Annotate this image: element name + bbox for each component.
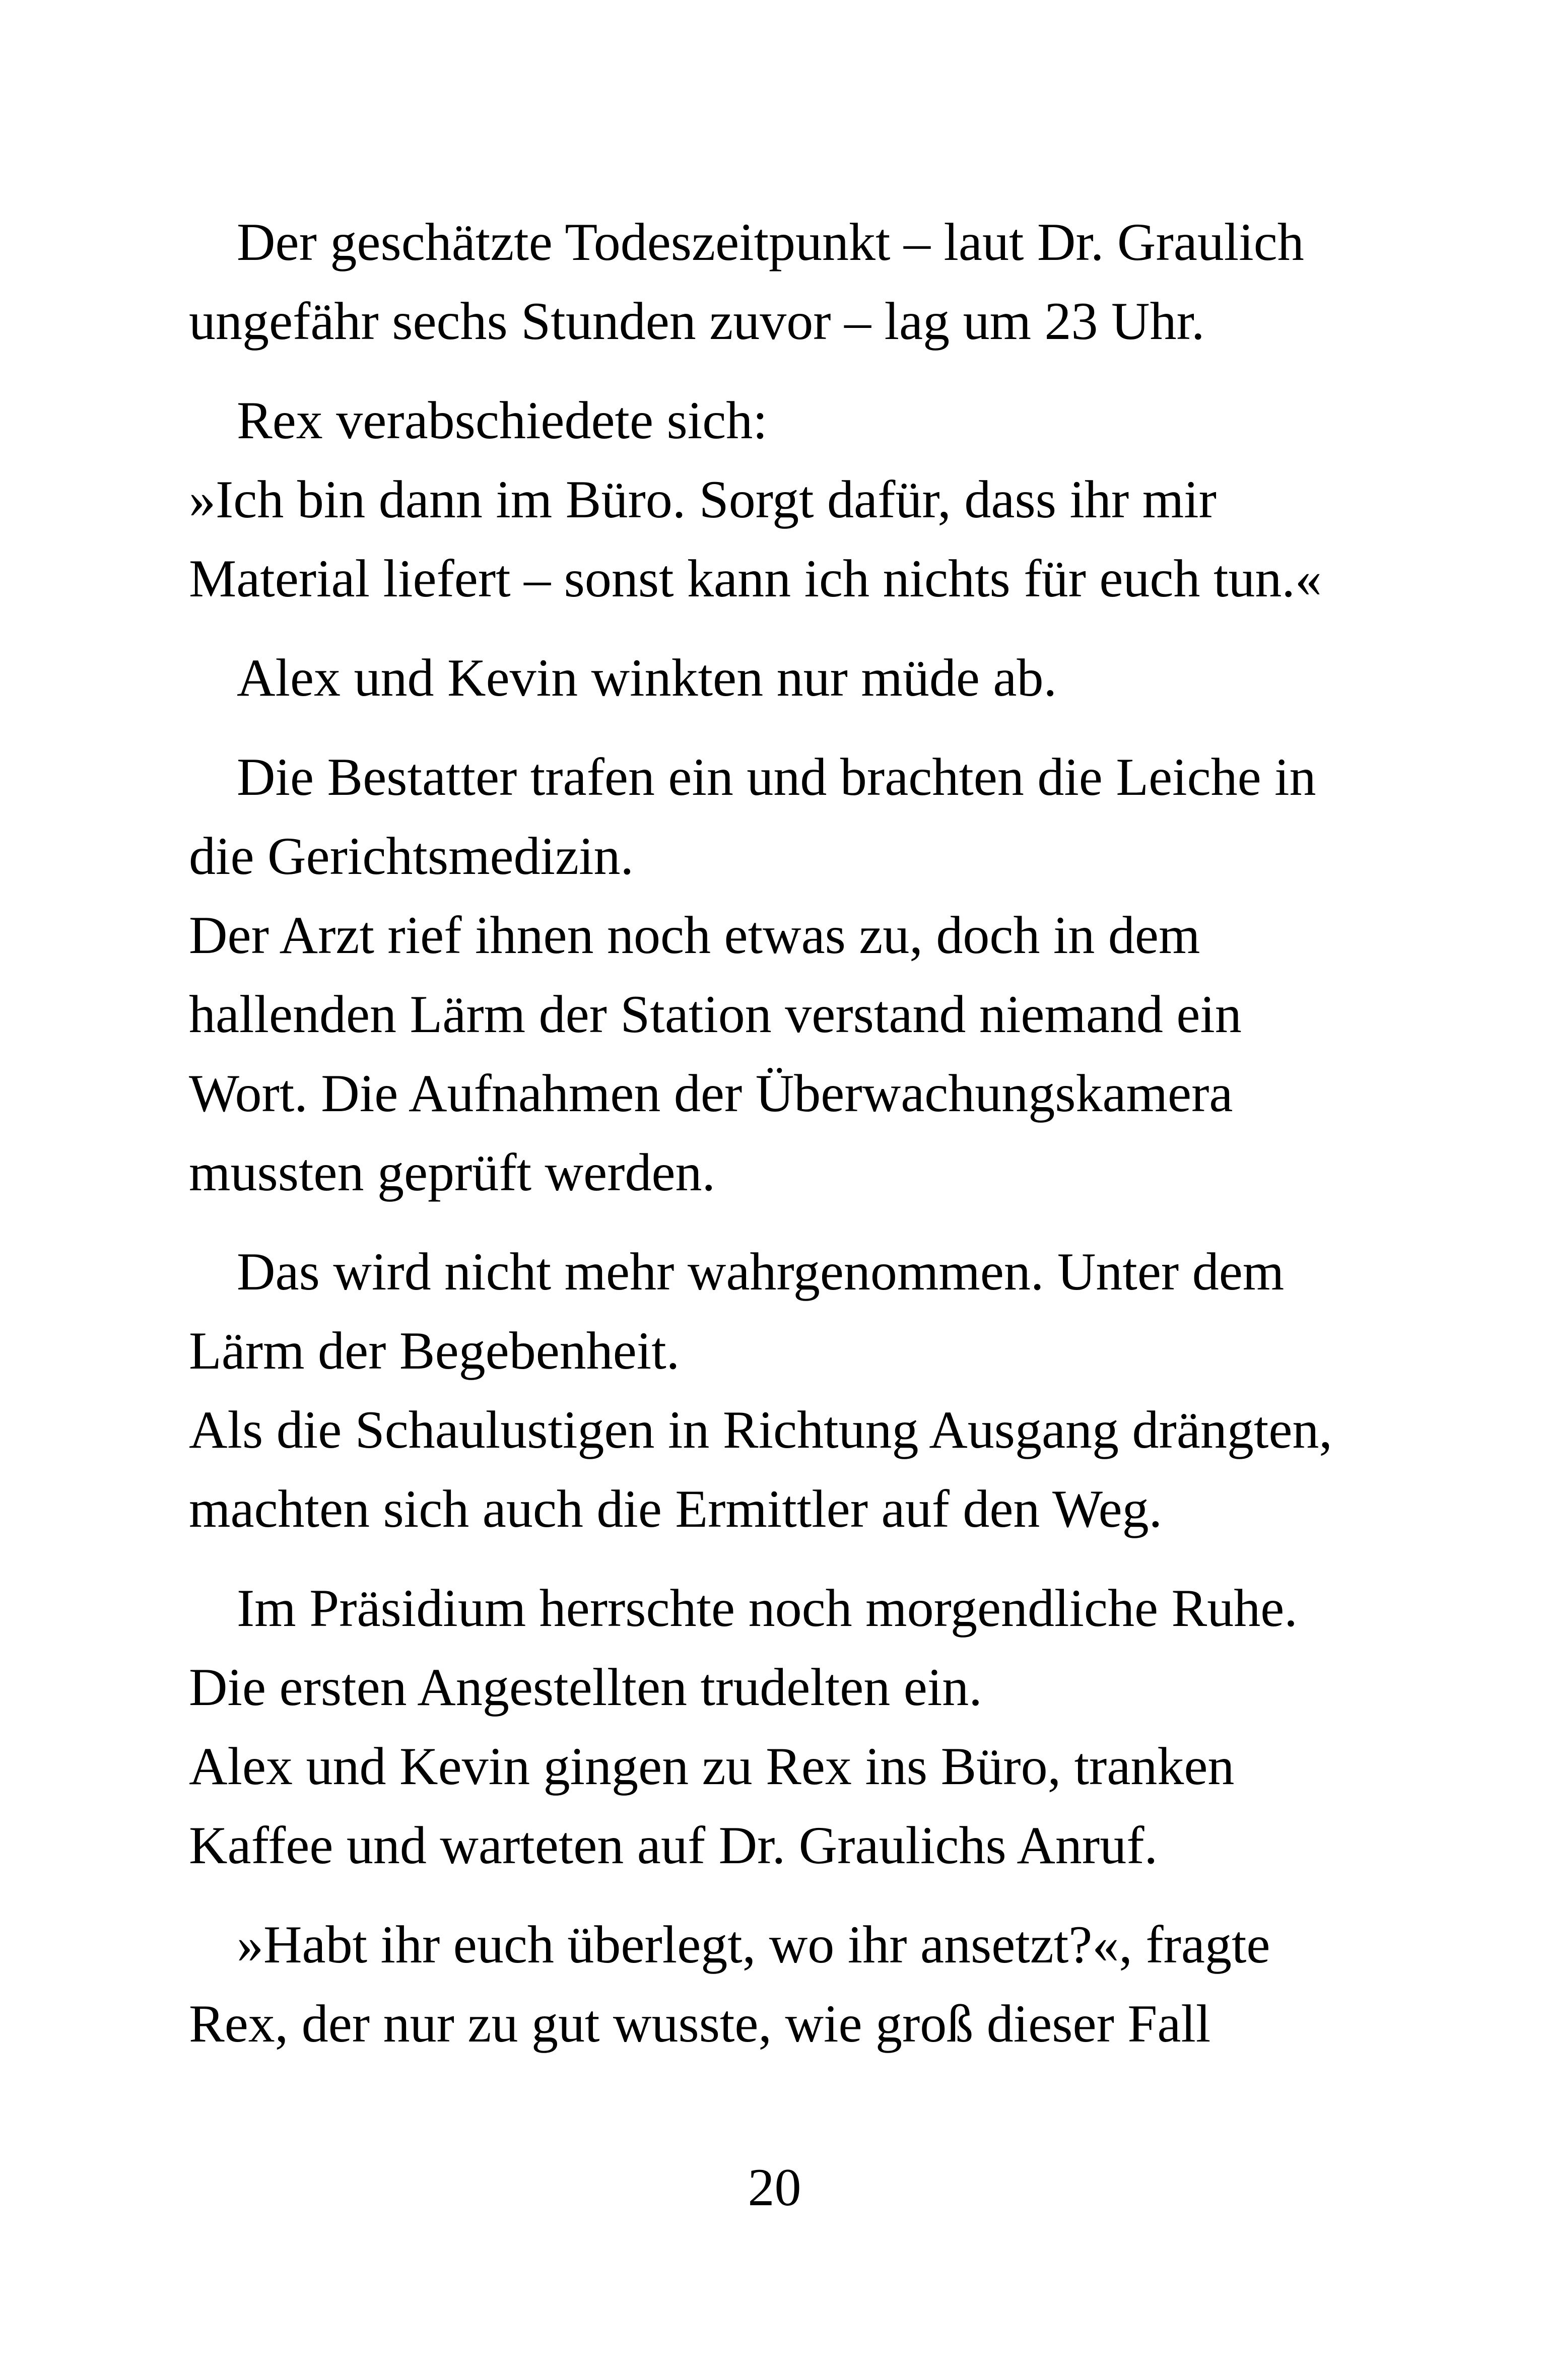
paragraph-7	[189, 1905, 1368, 2063]
text-line: Im Präsidium herrschte noch morgendliche Ruhe.	[237, 1579, 1298, 1638]
paragraph-6	[189, 1569, 1368, 1885]
text-line: hallenden Lärm der Station verstand niemand ein	[189, 985, 1242, 1044]
text-line: machten sich auch die Ermittler auf den Weg.	[189, 1479, 1163, 1538]
body-text	[189, 202, 1368, 2083]
paragraph-5	[189, 1232, 1368, 1548]
text-line: Material liefert – sonst kann ich nichts für euch tun.«	[189, 549, 1322, 608]
text-line: Der geschätzte Todeszeitpunkt – laut Dr. Graulich	[237, 213, 1304, 271]
text-line: Alex und Kevin winkten nur müde ab.	[237, 648, 1057, 707]
paragraph-4	[189, 737, 1368, 1212]
text-line: Der Arzt rief ihnen noch etwas zu, doch in dem	[189, 906, 1200, 965]
text-line: die Gerichtsmedizin.	[189, 827, 634, 886]
text-line: Die ersten Angestellten trudelten ein.	[189, 1658, 982, 1717]
paragraph-2	[189, 381, 1368, 618]
text-line: ungefähr sechs Stunden zuvor – lag um 23 Uhr.	[189, 292, 1205, 351]
text-line: Die Bestatter trafen ein und brachten die Leiche in	[237, 747, 1316, 806]
text-line: »Ich bin dann im Büro. Sorgt dafür, dass ihr mir	[189, 470, 1217, 529]
text-line: Das wird nicht mehr wahrgenommen. Unter dem	[237, 1242, 1285, 1301]
text-line: »Habt ihr euch überlegt, wo ihr ansetzt?«, fragte	[237, 1915, 1270, 1974]
paragraph-3	[189, 638, 1368, 717]
text-line: Rex, der nur zu gut wusste, wie groß dieser Fall	[189, 1994, 1211, 2053]
text-line: Lärm der Begebenheit.	[189, 1321, 680, 1380]
text-line: Alex und Kevin gingen zu Rex ins Büro, tranken	[189, 1737, 1235, 1796]
text-line: Wort. Die Aufnahmen der Überwachungskamera	[189, 1064, 1233, 1123]
page-number: 20	[748, 2158, 801, 2217]
paragraph-1	[189, 202, 1368, 361]
text-line: Als die Schaulustigen in Richtung Ausgang drängten,	[189, 1400, 1332, 1459]
text-line: mussten geprüft werden.	[189, 1143, 715, 1202]
text-line: Rex verabschiedete sich:	[237, 391, 768, 450]
text-line: Kaffee und warteten auf Dr. Graulichs Anruf.	[189, 1816, 1158, 1875]
